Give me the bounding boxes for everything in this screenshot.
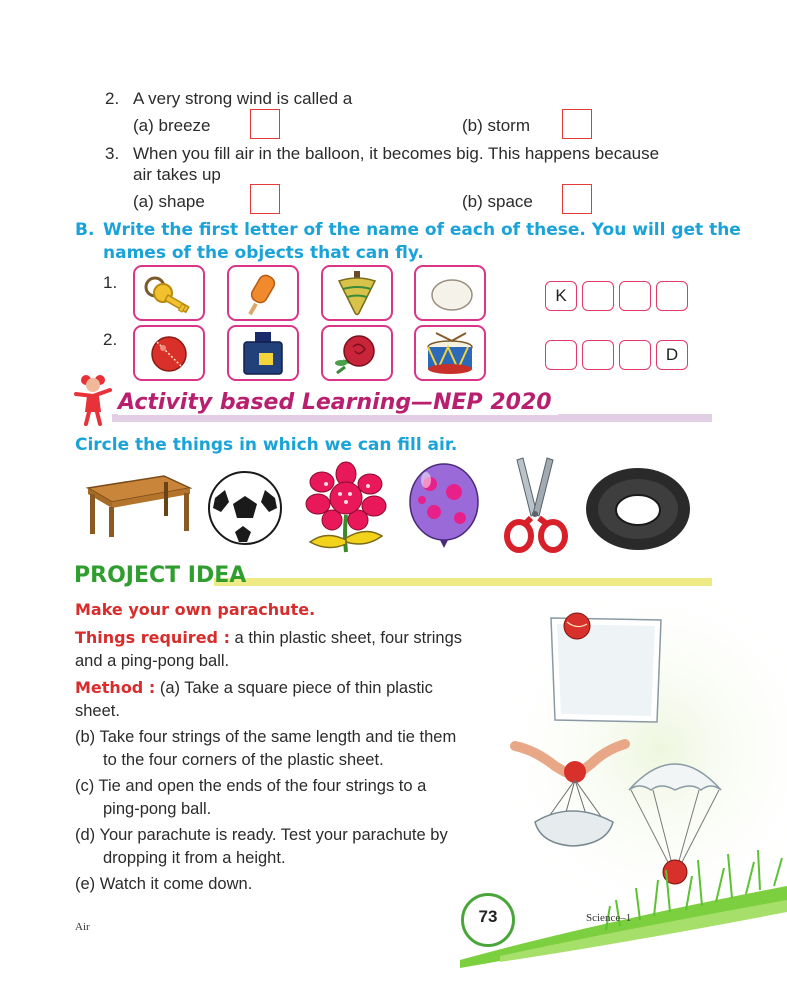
question-2-text: A very strong wind is called a [133, 89, 353, 108]
step-e: (e) Watch it come down. [75, 875, 253, 893]
letter-box-1-1[interactable]: K [545, 281, 577, 311]
question-3-text-line2: air takes up [133, 165, 221, 184]
step-b-line2: to the four corners of the plastic sheet. [103, 751, 384, 769]
ball-icon [135, 327, 203, 379]
row-1-number: 1. [103, 273, 118, 292]
activity-instruction: Circle the things in which we can fill air. [75, 435, 458, 455]
tile-drum [414, 325, 486, 381]
project-title: PROJECT IDEA [74, 563, 247, 588]
table-icon[interactable] [78, 470, 196, 540]
tile-egg [414, 265, 486, 321]
egg-icon [416, 267, 484, 319]
football-icon[interactable] [205, 468, 285, 548]
tile-key [133, 265, 205, 321]
method-line1: Method : (a) Take a square piece of thin plastic [75, 678, 433, 697]
top-icon [323, 267, 391, 319]
answer-box-3a[interactable] [250, 184, 280, 214]
method-label: Method : [75, 678, 156, 697]
tile-ice-cream [227, 265, 299, 321]
letter-box-1-4[interactable] [656, 281, 688, 311]
page-number: 73 [478, 907, 498, 926]
question-2-number: 2. [105, 89, 120, 108]
tile-ink-bottle [227, 325, 299, 381]
things-required-line2: and a ping-pong ball. [75, 652, 230, 670]
things-required-label: Things required : [75, 628, 230, 647]
activity-title: Activity based Learning—NEP 2020 [118, 390, 558, 415]
step-b-line1: (b) Take four strings of the same length and tie them [75, 728, 457, 746]
question-3-option-b: (b) space [462, 192, 533, 211]
letter-box-2-2[interactable] [582, 340, 614, 370]
answer-box-2b[interactable] [562, 109, 592, 139]
key-icon [135, 267, 203, 319]
step-d-line1: (d) Your parachute is ready. Test your parachute by [75, 826, 448, 844]
drum-icon [416, 327, 484, 379]
ice-cream-icon [229, 267, 297, 319]
section-b-instruction-line2: names of the objects that can fly. [103, 243, 424, 263]
question-2-option-a: (a) breeze [133, 116, 211, 135]
tile-top [321, 265, 393, 321]
tile-ball [133, 325, 205, 381]
rose-icon [323, 327, 391, 379]
tyre-tube-icon[interactable] [583, 466, 693, 552]
step-c-line2: ping-pong ball. [103, 800, 212, 818]
letter-box-2-1[interactable] [545, 340, 577, 370]
step-d-line2: dropping it from a height. [103, 849, 286, 867]
letter-box-1-2[interactable] [582, 281, 614, 311]
letter-box-2-4[interactable]: D [656, 340, 688, 370]
chapter-name: Air [75, 921, 90, 933]
letter-box-2-3[interactable] [619, 340, 651, 370]
letter-box-1-3[interactable] [619, 281, 651, 311]
flower-icon[interactable] [296, 460, 396, 556]
balloon-icon[interactable] [404, 462, 484, 554]
project-divider-bar [214, 578, 712, 586]
ink-bottle-icon [229, 327, 297, 379]
question-2-option-b: (b) storm [462, 116, 530, 135]
girl-mascot-icon [72, 372, 114, 426]
method-line2: sheet. [75, 702, 120, 720]
section-b-instruction-line1: Write the first letter of the name of each of these. You will get the [103, 220, 741, 240]
activity-divider-bar [112, 414, 712, 422]
tile-rose [321, 325, 393, 381]
book-name: Science–1 [586, 912, 632, 924]
row-2-number: 2. [103, 330, 118, 349]
project-subtitle: Make your own parachute. [75, 600, 316, 619]
answer-box-2a[interactable] [250, 109, 280, 139]
answer-box-3b[interactable] [562, 184, 592, 214]
question-3-text-line1: When you fill air in the balloon, it becomes big. This happens because [133, 144, 660, 163]
section-b-label: B. [75, 220, 95, 240]
step-c-line1: (c) Tie and open the ends of the four strings to a [75, 777, 427, 795]
scissors-icon[interactable] [497, 456, 573, 556]
things-required-line1: Things required : a thin plastic sheet, four strings [75, 628, 462, 647]
question-3-option-a: (a) shape [133, 192, 205, 211]
question-3-number: 3. [105, 144, 120, 163]
